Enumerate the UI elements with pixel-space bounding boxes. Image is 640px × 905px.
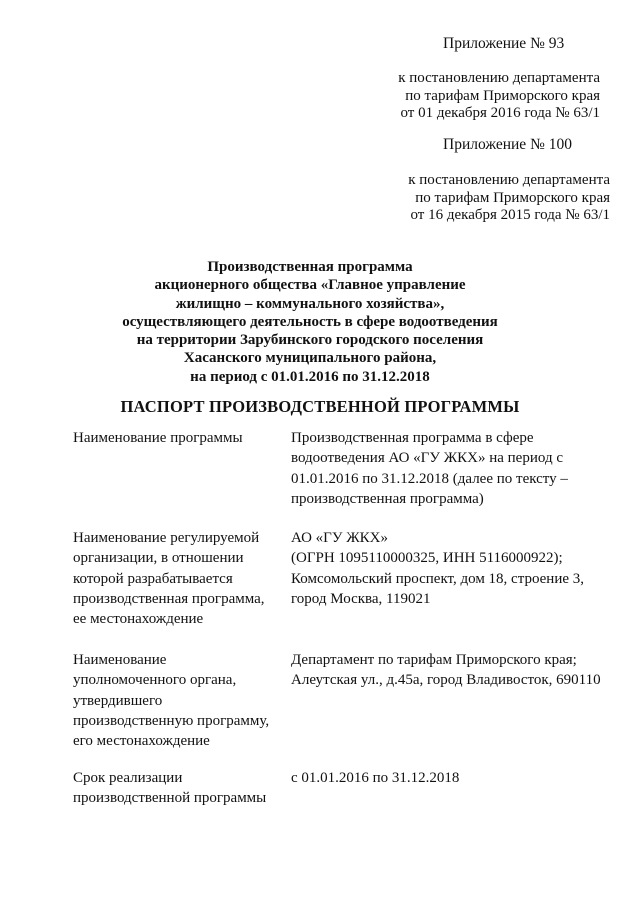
label-line: ее местонахождение [73, 611, 204, 628]
annex-100-title: Приложение № 100 [443, 136, 572, 153]
value-line: с 01.01.2016 по 31.12.2018 [291, 770, 460, 786]
annex-100-reference [408, 172, 610, 225]
row-organization-label [73, 528, 285, 629]
label-line: производственная программа, [73, 590, 265, 607]
label-line: организации, в отношении [73, 550, 244, 567]
label-line: его местонахождение [73, 733, 210, 750]
passport-title: ПАСПОРТ ПРОИЗВОДСТВЕННОЙ ПРОГРАММЫ [120, 397, 520, 416]
row-program-name-label [73, 428, 285, 448]
annex-100-line: от 16 декабря 2015 года № 63/1 [410, 207, 610, 223]
program-title-line: на территории Зарубинского городского поселения [136, 332, 484, 349]
program-title-line: Хасанского муниципального района, [183, 350, 437, 367]
value-line: Комсомольский проспект, дом 18, строение 3, [291, 570, 585, 587]
program-title-line: жилищно – коммунального хозяйства», [175, 295, 445, 312]
label-line: производственной программы [73, 790, 267, 807]
row-program-name-value [291, 428, 591, 509]
row-authority-value [291, 650, 601, 691]
annex-100-line: по тарифам Приморского края [415, 189, 610, 206]
label-line: Наименование [73, 652, 167, 668]
program-title-line: акционерного общества «Главное управление [154, 277, 466, 294]
value-line: Производственная программа в сфере [291, 430, 534, 446]
value-line: производственная программа) [291, 490, 484, 507]
annex-93-line: к постановлению департамента [398, 70, 600, 86]
label-line: уполномоченного органа, [73, 672, 237, 689]
label-line: производственную программу, [73, 712, 270, 729]
value-line: (ОГРН 1095110000325, ИНН 5116000922); [291, 550, 563, 567]
row-term-label [73, 768, 285, 809]
annex-93-line: по тарифам Приморского края [405, 87, 600, 104]
row-authority-label [73, 650, 285, 751]
annex-93-title: Приложение № 93 [443, 35, 565, 52]
program-title [90, 258, 530, 386]
annex-93-line: от 01 декабря 2016 года № 63/1 [400, 105, 600, 121]
label-line: которой разрабатывается [73, 570, 233, 587]
label-line: Наименование программы [73, 430, 243, 446]
value-line: водоотведения АО «ГУ ЖКХ» на период с [291, 450, 563, 467]
value-line: Алеутская ул., д.45а, город Владивосток, 690110 [291, 672, 601, 689]
annex-100-line: к постановлению департамента [408, 172, 610, 188]
program-title-line: Производственная программа [207, 259, 413, 275]
value-line: город Москва, 119021 [291, 590, 431, 607]
program-title-line: на период с 01.01.2016 по 31.12.2018 [190, 368, 430, 385]
value-line: Департамент по тарифам Приморского края; [291, 652, 577, 668]
value-line: 01.01.2016 по 31.12.2018 (далее по тексту – [291, 470, 568, 487]
label-line: Срок реализации [73, 770, 183, 786]
row-term-value [291, 768, 591, 788]
label-line: Наименование регулируемой [73, 530, 260, 546]
label-line: утвердившего [73, 692, 163, 709]
row-organization-value [291, 528, 591, 609]
value-line: АО «ГУ ЖКХ» [291, 530, 388, 546]
annex-93-reference [398, 70, 600, 123]
program-title-line: осуществляющего деятельность в сфере водоотведения [122, 313, 498, 330]
